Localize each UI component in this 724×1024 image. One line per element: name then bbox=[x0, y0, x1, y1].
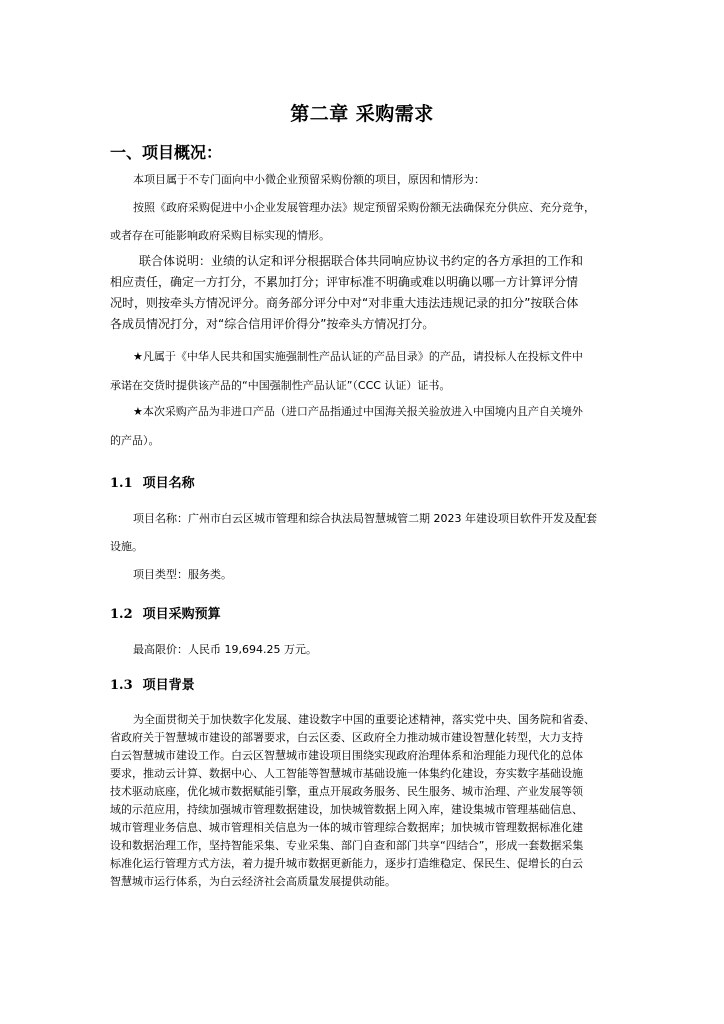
background-line-8: 设和数据治理工作，坚持智能采集、专业采集、部门自查和部门共享“四结合”，形成一套数据采集 bbox=[110, 839, 584, 852]
heading-number: 1.3 bbox=[110, 678, 133, 693]
background-line-2: 省政府关于智慧城市建设的部署要求，白云区委、区政府全力推动城市建设智慧化转型，大力支持 bbox=[110, 731, 583, 744]
chapter-title: 第二章 采购需求 bbox=[290, 103, 434, 125]
project-type-line: 项目类型：服务类。 bbox=[133, 568, 232, 581]
heading-project-background bbox=[110, 677, 195, 695]
consortium-line-2: 相应责任，确定一方打分，不累加打分；评审标准不明确或难以明确以哪一方计算评分情 bbox=[110, 275, 579, 289]
heading-text: 项目名称 bbox=[142, 476, 195, 491]
budget-line: 最高限价：人民币 19,694.25 万元。 bbox=[133, 643, 317, 656]
project-name-line-1: 项目名称：广州市白云区城市管理和综合执法局智慧城管二期 2023 年建设项目软件开发及配套 bbox=[133, 512, 597, 525]
background-line-9: 标准化运行管理方式方法，着力提升城市数据更新能力，逐步打造维稳定、保民生、促增长的白云 bbox=[110, 857, 583, 870]
consortium-line-4: 各成员情况打分，对“综合信用评价得分”按牵头方情况打分。 bbox=[110, 317, 435, 331]
heading-project-name bbox=[110, 475, 195, 493]
ccc-line-2: 承诺在交货时提供该产品的“中国强制性产品认证”（CCC 认证）证书。 bbox=[110, 379, 451, 392]
background-line-7: 城市管理业务信息、城市管理相关信息为一体的城市管理综合数据库；加快城市管理数据标准化建 bbox=[110, 821, 583, 834]
background-line-6: 域的示范应用，持续加强城市管理数据建设，加快城管数据上网入库，建设集城市管理基础信息、 bbox=[110, 803, 583, 816]
import-line-2: 的产品）。 bbox=[110, 434, 160, 447]
paragraph-sme-note: 本项目属于不专门面向中小微企业预留采购份额的项目，原因和情形为： bbox=[133, 173, 485, 186]
section-heading-overview: 一、项目概况： bbox=[110, 143, 223, 162]
background-line-4: 要求，推动云计算、数据中心、人工智能等智慧城市基础设施一体集约化建设，夯实数字基础设施 bbox=[110, 767, 583, 780]
heading-text: 项目采购预算 bbox=[142, 607, 221, 622]
background-line-3: 白云智慧城市建设工作。白云区智慧城市建设项目围绕实现政府治理体系和治理能力现代化的总体 bbox=[110, 749, 583, 762]
heading-project-budget bbox=[110, 606, 221, 624]
background-line-10: 智慧城市运行体系，为白云经济社会高质量发展提供动能。 bbox=[110, 875, 396, 888]
import-line-1: ★本次采购产品为非进口产品（进口产品指通过中国海关报关验放进入中国境内且产自关境外 bbox=[133, 405, 583, 418]
project-name-line-2: 设施。 bbox=[110, 540, 143, 553]
heading-text: 项目背景 bbox=[142, 678, 195, 693]
heading-number: 1.2 bbox=[110, 607, 133, 622]
consortium-line-1: 联合体说明：业绩的认定和评分根据联合体共同响应协议书约定的各方承担的工作和 bbox=[139, 254, 584, 268]
heading-number: 1.1 bbox=[110, 476, 133, 491]
consortium-line-3: 况时，则按牵头方情况评分。商务部分评分中对“对非重大违法违规记录的扣分”按联合体 bbox=[110, 296, 579, 310]
paragraph-sme-reason-line2: 或者存在可能影响政府采购目标实现的情形。 bbox=[110, 229, 330, 242]
background-line-1: 为全面贯彻关于加快数字化发展、建设数字中国的重要论述精神，落实党中央、国务院和省委、 bbox=[133, 713, 595, 726]
background-line-5: 技术驱动底座，优化城市数据赋能引擎，重点开展政务服务、民生服务、城市治理、产业发展等领 bbox=[110, 785, 583, 798]
paragraph-sme-reason-line1: 按照《政府采购促进中小企业发展管理办法》规定预留采购份额无法确保充分供应、充分竞争， bbox=[133, 201, 595, 214]
ccc-line-1: ★凡属于《中华人民共和国实施强制性产品认证的产品目录》的产品，请投标人在投标文件中 bbox=[133, 350, 583, 363]
